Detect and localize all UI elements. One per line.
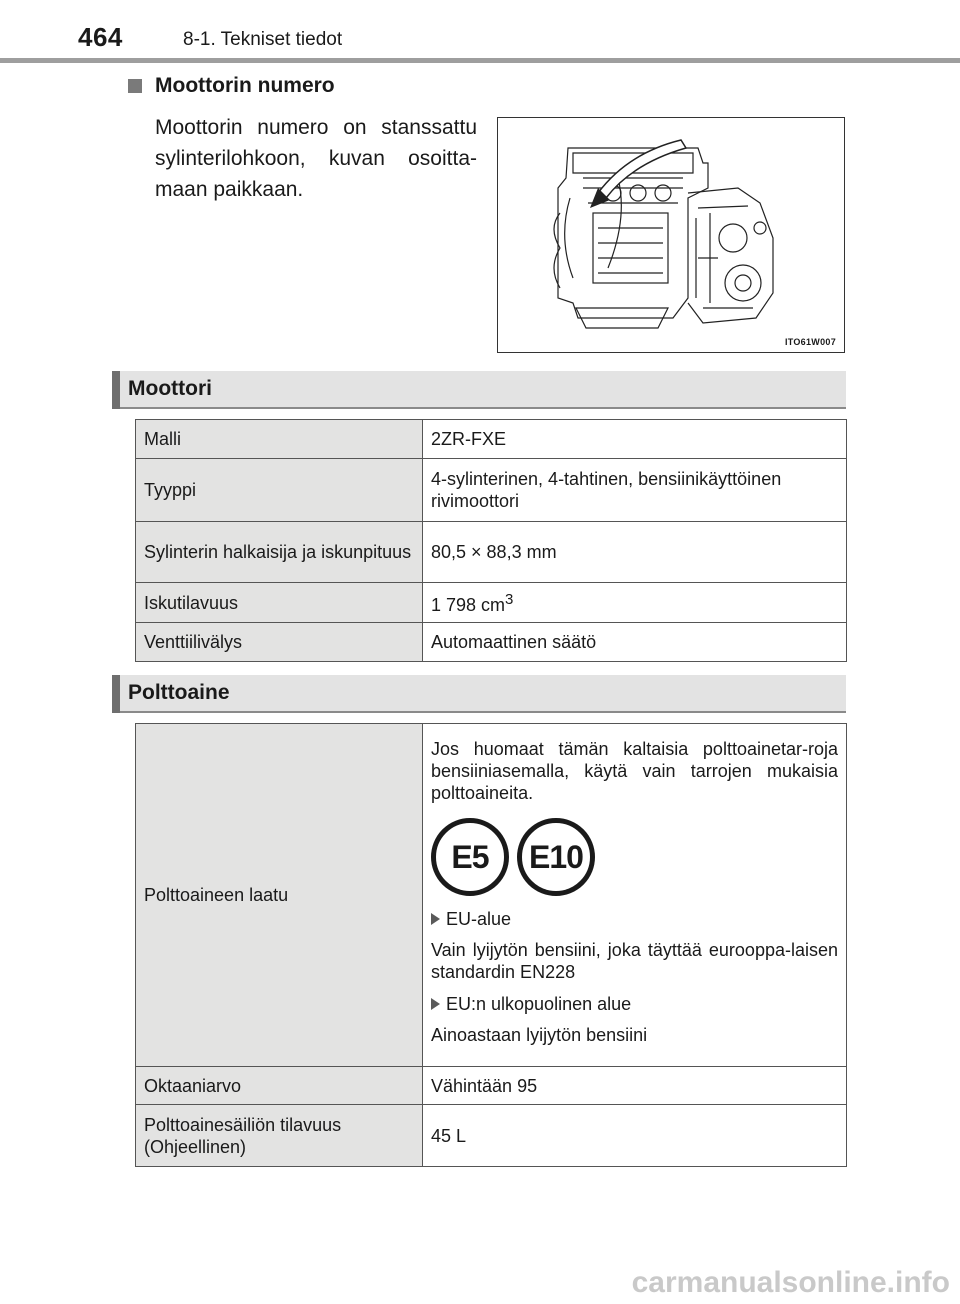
engine-illustration [497,117,845,353]
fuel-quality-text: Jos huomaat tämän kaltaisia polttoainetar-roja bensiiniasemalla, käytä vain tarrojen mukaisia polttoaineita. [431,739,838,803]
spec-value: Vähintään 95 [423,1067,847,1105]
spec-key: Polttoaineen laatu [136,724,423,1067]
triangle-bullet-icon [431,913,440,925]
table-row [136,522,847,583]
spec-key: Oktaaniarvo [136,1067,423,1105]
fuel-label-badges [431,818,838,896]
spec-key: Iskutilavuus [136,583,423,623]
page-header [0,0,960,62]
spec-value: 2ZR-FXE [423,420,847,459]
fuel-section-title: Polttoaine [128,681,230,704]
square-bullet-icon [128,79,142,93]
fuel-quality-cell [423,724,847,1067]
displacement-value: 1 798 cm [431,595,506,615]
engine-section-band [112,371,846,409]
header-divider [0,58,960,63]
table-row [136,724,847,1067]
page-number: 464 [78,22,123,52]
spec-key: Tyyppi [136,459,423,522]
non-eu-region-item [431,993,838,1015]
band-accent [112,371,120,409]
table-row [136,459,847,522]
spec-key: Venttiilivälys [136,623,423,662]
e10-fuel-label-icon: E10 [517,818,595,896]
spec-key: Polttoainesäiliön tilavuus (Ohjeellinen) [136,1105,423,1167]
e5-fuel-label-icon: E5 [431,818,509,896]
fuel-spec-table [135,723,847,1167]
spec-value: 80,5 × 88,3 mm [423,522,847,583]
engine-number-heading [128,74,335,98]
band-accent [112,675,120,713]
eu-region-item [431,908,838,930]
spec-value: 4-sylinterinen, 4-tahtinen, bensiinikäyttöinen rivimoottori [423,459,847,522]
displacement-unit-exponent: 3 [505,591,514,608]
non-eu-region-label: EU:n ulkopuolinen alue [446,994,632,1014]
eu-region-text: Vain lyijytön bensiini, joka täyttää eurooppa-laisen standardin EN228 [431,940,838,982]
table-row [136,1067,847,1105]
fuel-section-band [112,675,846,713]
spec-value: Automaattinen säätö [423,623,847,662]
engine-spec-table [135,419,847,662]
spec-key: Malli [136,420,423,459]
spec-key: Sylinterin halkaisija ja iskunpituus [136,522,423,583]
table-row [136,420,847,459]
watermark: carmanualsonline.info [631,1266,950,1299]
engine-section-title: Moottori [128,377,212,400]
figure-code: ITO61W007 [784,337,836,347]
triangle-bullet-icon [431,998,440,1010]
engine-number-text: Moottorin numero on stanssattu sylinterilohkoon, kuvan osoitta-maan paikkaan. [155,116,477,201]
engine-drawing-icon [498,118,844,352]
table-row [136,623,847,662]
table-row [136,1105,847,1167]
spec-value [423,583,847,623]
table-row [136,583,847,623]
non-eu-region-text: Ainoastaan lyijytön bensiini [431,1025,648,1045]
engine-number-title: Moottorin numero [155,74,335,97]
section-title: 8-1. Tekniset tiedot [183,29,343,50]
spec-value: 45 L [423,1105,847,1167]
eu-region-label: EU-alue [446,909,512,929]
